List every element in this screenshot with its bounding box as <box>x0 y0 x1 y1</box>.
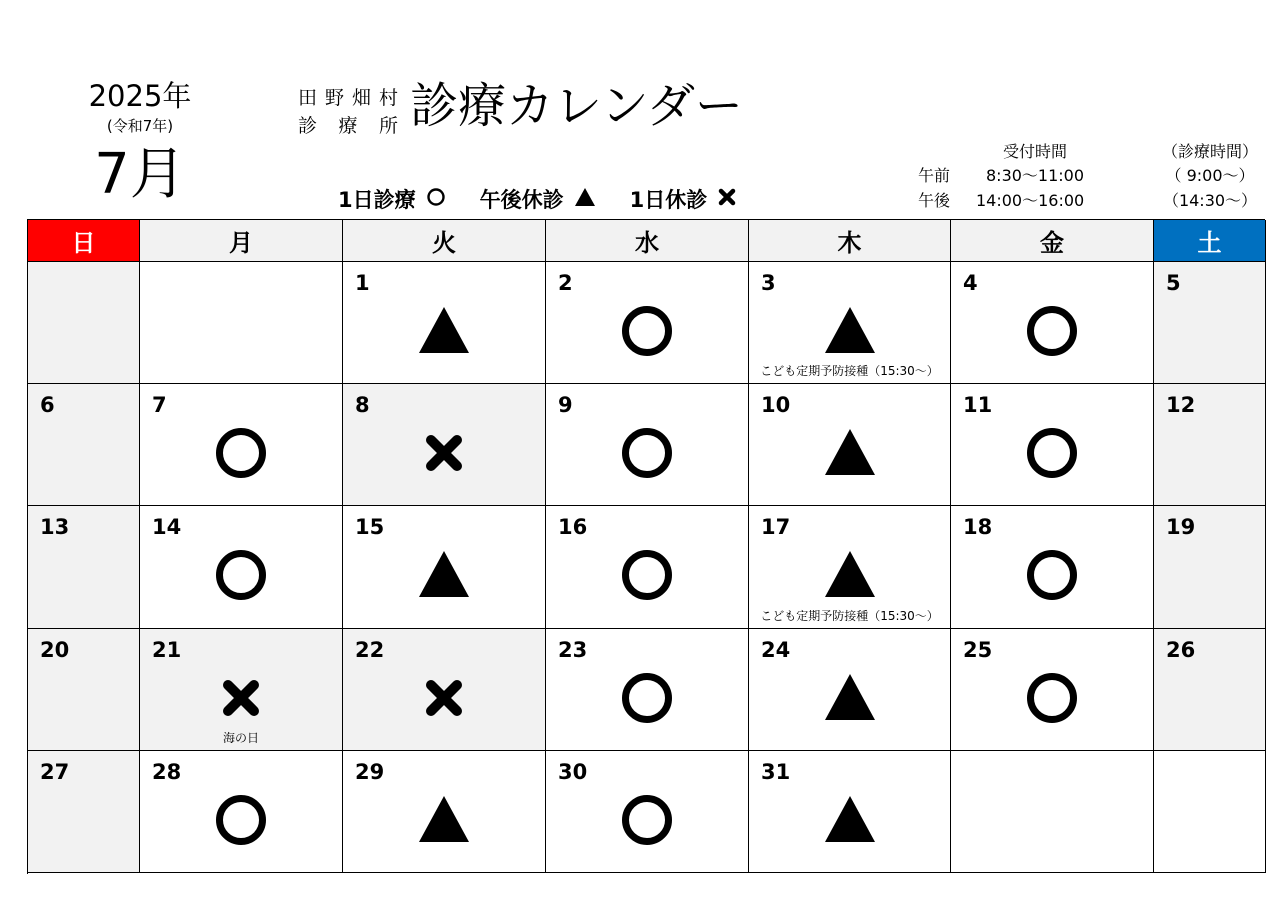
day-number: 23 <box>558 638 588 662</box>
cross-icon <box>417 426 471 480</box>
day-number: 9 <box>558 393 573 417</box>
day-cell-10 <box>749 384 951 506</box>
legend-item-closed <box>630 186 738 214</box>
day-cell-3 <box>749 262 951 384</box>
day-cell-25 <box>951 629 1154 751</box>
circle-icon <box>1025 548 1079 602</box>
triangle-icon <box>574 186 596 214</box>
circle-icon <box>214 426 268 480</box>
legend <box>338 186 771 214</box>
clinic-name-line1: 田野畑村 <box>298 87 398 109</box>
day-number: 11 <box>963 393 993 417</box>
pm-reception-time: 14:00～16:00 <box>976 191 1085 210</box>
empty-day-cell <box>140 262 343 384</box>
weekday-header-friday: 金 <box>951 220 1154 262</box>
day-number: 26 <box>1166 638 1196 662</box>
weekday-header-wednesday: 水 <box>546 220 749 262</box>
day-cell-6 <box>28 384 140 506</box>
day-number: 6 <box>40 393 55 417</box>
day-cell-12 <box>1154 384 1266 506</box>
day-number: 19 <box>1166 515 1196 539</box>
day-number: 13 <box>40 515 70 539</box>
day-number: 15 <box>355 515 385 539</box>
day-number: 21 <box>152 638 182 662</box>
day-cell-19 <box>1154 506 1266 629</box>
day-number: 10 <box>761 393 791 417</box>
circle-icon <box>1025 304 1079 358</box>
pm-treatment-time: （14:30～） <box>1162 191 1258 210</box>
day-cell-7 <box>140 384 343 506</box>
day-cell-21 <box>140 629 343 751</box>
day-cell-24 <box>749 629 951 751</box>
clinic-name-line2: 診療所 <box>298 115 398 137</box>
page-title: 診療カレンダー <box>410 78 743 134</box>
day-cell-11 <box>951 384 1154 506</box>
day-number: 28 <box>152 760 182 784</box>
cross-icon <box>417 671 471 725</box>
day-number: 2 <box>558 271 573 295</box>
triangle-icon <box>417 548 471 602</box>
weekday-header-thursday: 木 <box>749 220 951 262</box>
empty-day-cell <box>1154 751 1266 873</box>
circle-icon <box>620 671 674 725</box>
day-cell-8 <box>343 384 546 506</box>
circle-icon <box>426 186 446 214</box>
legend-label: 1日診療 <box>338 188 416 212</box>
circle-icon <box>620 548 674 602</box>
day-cell-22 <box>343 629 546 751</box>
day-cell-20 <box>28 629 140 751</box>
day-number: 4 <box>963 271 978 295</box>
legend-item-full-day <box>338 186 446 214</box>
day-number: 12 <box>1166 393 1196 417</box>
triangle-icon <box>823 671 877 725</box>
day-number: 16 <box>558 515 588 539</box>
day-cell-2 <box>546 262 749 384</box>
day-cell-13 <box>28 506 140 629</box>
triangle-icon <box>823 426 877 480</box>
cross-icon <box>717 186 737 214</box>
day-cell-1 <box>343 262 546 384</box>
day-number: 29 <box>355 760 385 784</box>
day-cell-16 <box>546 506 749 629</box>
weekday-header-tuesday: 火 <box>343 220 546 262</box>
day-cell-15 <box>343 506 546 629</box>
weekday-header-saturday: 土 <box>1154 220 1266 262</box>
year-label: 2025年 <box>88 79 192 113</box>
day-cell-28 <box>140 751 343 873</box>
day-cell-30 <box>546 751 749 873</box>
day-cell-29 <box>343 751 546 873</box>
circle-icon <box>620 426 674 480</box>
legend-label: 1日休診 <box>629 188 708 212</box>
triangle-icon <box>417 304 471 358</box>
day-cell-17 <box>749 506 951 629</box>
triangle-icon <box>823 548 877 602</box>
day-number: 17 <box>761 515 791 539</box>
day-cell-27 <box>28 751 140 873</box>
treatment-hours-header: （診療時間） <box>1161 142 1258 161</box>
day-number: 24 <box>761 638 791 662</box>
day-number: 25 <box>963 638 993 662</box>
day-cell-5 <box>1154 262 1266 384</box>
legend-label: 午後休診 <box>479 188 564 212</box>
am-reception-time: 8:30～11:00 <box>986 166 1085 185</box>
day-cell-31 <box>749 751 951 873</box>
triangle-icon <box>417 793 471 847</box>
legend-item-afternoon-closed <box>480 186 596 214</box>
day-cell-4 <box>951 262 1154 384</box>
empty-day-cell <box>951 751 1154 873</box>
day-cell-14 <box>140 506 343 629</box>
weekday-header-sunday: 日 <box>28 220 140 262</box>
era-label: (令和7年) <box>106 117 174 135</box>
day-number: 20 <box>40 638 70 662</box>
day-number: 30 <box>558 760 588 784</box>
day-number: 7 <box>152 393 167 417</box>
am-label: 午前 <box>918 166 951 185</box>
cross-icon <box>214 671 268 725</box>
circle-icon <box>1025 426 1079 480</box>
day-note: 海の日 <box>222 731 259 745</box>
day-number: 3 <box>761 271 776 295</box>
day-number: 14 <box>152 515 182 539</box>
month-label: 7月 <box>94 142 186 207</box>
day-number: 27 <box>40 760 70 784</box>
reception-hours-header: 受付時間 <box>1002 142 1067 161</box>
circle-icon <box>214 548 268 602</box>
day-number: 8 <box>355 393 370 417</box>
triangle-icon <box>823 793 877 847</box>
day-number: 1 <box>355 271 370 295</box>
day-cell-26 <box>1154 629 1266 751</box>
day-note: こども定期予防接種（15:30～） <box>760 364 939 378</box>
day-note: こども定期予防接種（15:30～） <box>760 609 939 623</box>
circle-icon <box>1025 671 1079 725</box>
calendar-grid <box>27 219 1265 874</box>
am-treatment-time: （ 9:00～） <box>1165 166 1255 185</box>
day-number: 5 <box>1166 271 1181 295</box>
weekday-header-monday: 月 <box>140 220 343 262</box>
day-number: 22 <box>355 638 385 662</box>
empty-day-cell <box>28 262 140 384</box>
day-cell-9 <box>546 384 749 506</box>
circle-icon <box>620 793 674 847</box>
circle-icon <box>214 793 268 847</box>
day-cell-18 <box>951 506 1154 629</box>
triangle-icon <box>823 304 877 358</box>
pm-label: 午後 <box>918 191 951 210</box>
day-cell-23 <box>546 629 749 751</box>
day-number: 31 <box>761 760 791 784</box>
day-number: 18 <box>963 515 993 539</box>
circle-icon <box>620 304 674 358</box>
